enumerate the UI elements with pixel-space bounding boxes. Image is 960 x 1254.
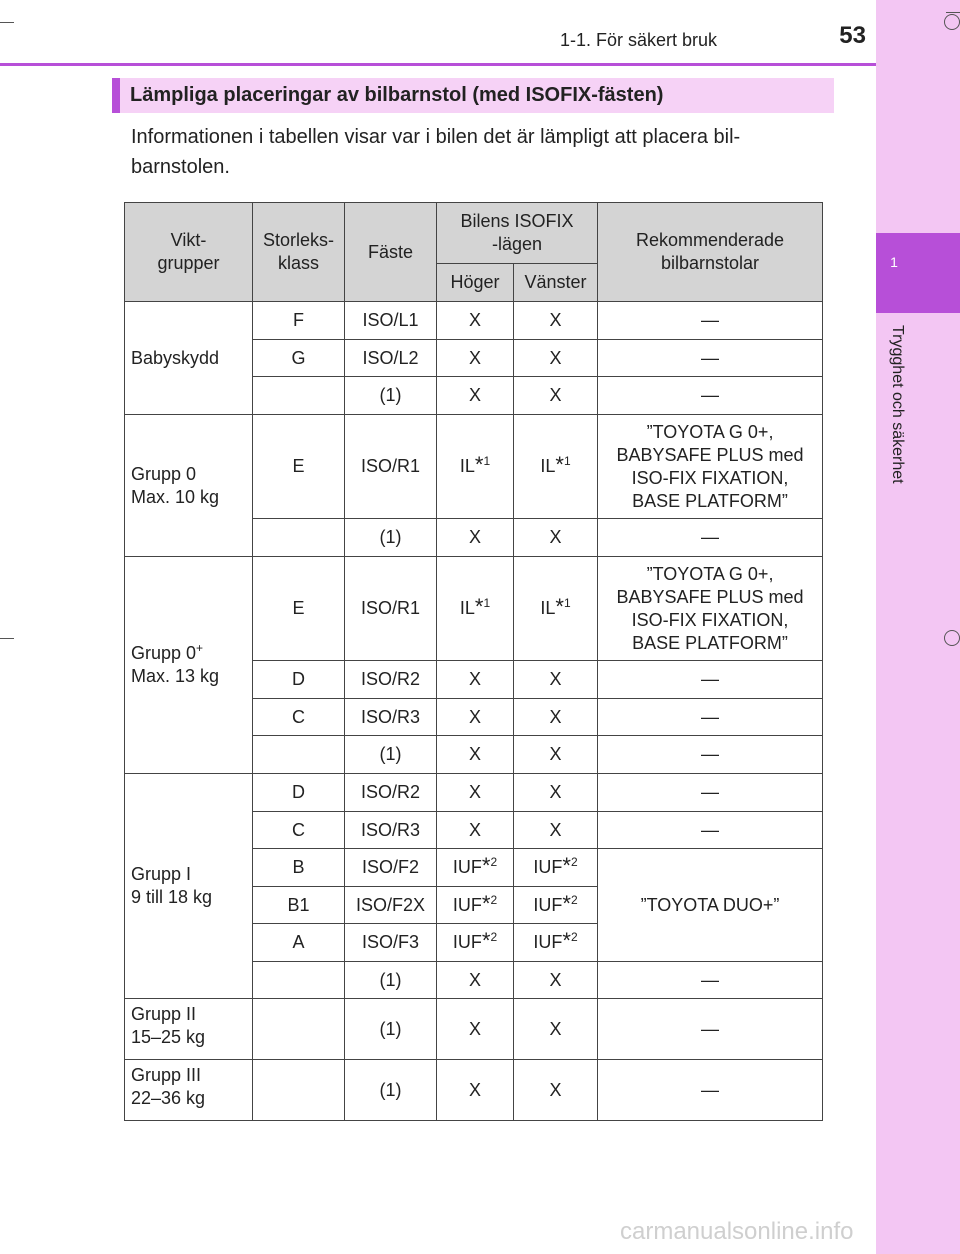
right-cell: X — [437, 774, 514, 812]
table-row — [125, 557, 823, 661]
size-cell — [253, 377, 345, 415]
table-header-row — [125, 203, 823, 264]
left-cell: IL*$^1$ — [514, 557, 598, 661]
fixture-cell: ISO/F2 — [345, 849, 437, 887]
left-cell: X — [514, 962, 598, 999]
size-cell: F — [253, 302, 345, 340]
table-row — [125, 1060, 823, 1121]
table-row — [125, 302, 823, 340]
size-cell: A — [253, 924, 345, 962]
recommended-cell: — — [598, 699, 823, 736]
chapter-tab[interactable] — [876, 233, 960, 313]
recommended-cell: — — [598, 812, 823, 849]
fixture-cell: ISO/R2 — [345, 661, 437, 699]
size-cell: C — [253, 699, 345, 736]
header-size-class: Storleks- klass — [253, 203, 345, 302]
size-cell — [253, 519, 345, 557]
size-cell: C — [253, 812, 345, 849]
size-cell: E — [253, 557, 345, 661]
weight-group-cell: Grupp III 22–36 kg — [125, 1060, 253, 1121]
fixture-cell: (1) — [345, 377, 437, 415]
size-cell: B1 — [253, 887, 345, 924]
left-cell: X — [514, 377, 598, 415]
size-cell: D — [253, 661, 345, 699]
header-right: Höger — [437, 264, 514, 302]
size-cell: G — [253, 340, 345, 377]
header-isofix-positions: Bilens ISOFIX -lägen — [437, 203, 598, 264]
header-fixture: Fäste — [345, 203, 437, 302]
size-cell — [253, 962, 345, 999]
crop-mark — [0, 638, 14, 639]
right-cell: IUF*$^2$ — [437, 849, 514, 887]
crop-mark — [0, 22, 14, 23]
right-cell: IUF*$^2$ — [437, 924, 514, 962]
fixture-cell: (1) — [345, 519, 437, 557]
size-cell — [253, 1060, 345, 1121]
recommended-cell: ”TOYOTA G 0+, BABYSAFE PLUS med ISO-FIX FIXATION, BASE PLATFORM” — [598, 415, 823, 519]
registration-mark-icon — [944, 14, 960, 30]
fixture-cell: (1) — [345, 962, 437, 999]
left-cell: X — [514, 519, 598, 557]
chapter-title: Trygghet och säkerhet — [889, 325, 906, 484]
fixture-cell: ISO/R3 — [345, 699, 437, 736]
table-row — [125, 999, 823, 1060]
intro-line: barnstolen. — [131, 156, 230, 178]
left-cell: X — [514, 999, 598, 1060]
table-row — [125, 774, 823, 812]
watermark: carmanualsonline.info — [620, 1218, 854, 1245]
left-cell: X — [514, 699, 598, 736]
weight-group-cell: Babyskydd — [125, 302, 253, 415]
right-cell: X — [437, 736, 514, 774]
table-row — [125, 415, 823, 519]
fixture-cell: ISO/R2 — [345, 774, 437, 812]
right-cell: IL*$^1$ — [437, 415, 514, 519]
weight-group-cell: Grupp 0+ Max. 13 kg — [125, 557, 253, 774]
size-cell: D — [253, 774, 345, 812]
fixture-cell: ISO/L2 — [345, 340, 437, 377]
left-cell: IUF*$^2$ — [514, 887, 598, 924]
right-cell: X — [437, 699, 514, 736]
size-cell — [253, 999, 345, 1060]
chapter-sidebar — [876, 0, 960, 1254]
weight-group-cell: Grupp I 9 till 18 kg — [125, 774, 253, 999]
section-heading: Lämpliga placeringar av bilbarnstol (med ISOFIX-fästen) — [112, 78, 834, 113]
right-cell: IUF*$^2$ — [437, 887, 514, 924]
right-cell: X — [437, 377, 514, 415]
header-weight-group: Vikt- grupper — [125, 203, 253, 302]
fixture-cell: ISO/R3 — [345, 812, 437, 849]
fixture-cell: ISO/R1 — [345, 415, 437, 519]
fixture-cell: (1) — [345, 999, 437, 1060]
size-cell: B — [253, 849, 345, 887]
fixture-cell: (1) — [345, 1060, 437, 1121]
header-left: Vänster — [514, 264, 598, 302]
registration-mark-icon — [944, 630, 960, 646]
right-cell: X — [437, 962, 514, 999]
recommended-cell: ”TOYOTA G 0+, BABYSAFE PLUS med ISO-FIX FIXATION, BASE PLATFORM” — [598, 557, 823, 661]
right-cell: IL*$^1$ — [437, 557, 514, 661]
recommended-cell: — — [598, 774, 823, 812]
header-recommended: Rekommenderade bilbarnstolar — [598, 203, 823, 302]
recommended-cell: — — [598, 1060, 823, 1121]
fixture-cell: ISO/L1 — [345, 302, 437, 340]
recommended-cell: — — [598, 519, 823, 557]
fixture-cell: ISO/F3 — [345, 924, 437, 962]
size-cell: E — [253, 415, 345, 519]
fixture-cell: ISO/R1 — [345, 557, 437, 661]
right-cell: X — [437, 302, 514, 340]
recommended-cell: — — [598, 999, 823, 1060]
recommended-cell: ”TOYOTA DUO+” — [598, 849, 823, 962]
recommended-cell: — — [598, 736, 823, 774]
left-cell: X — [514, 661, 598, 699]
recommended-cell: — — [598, 302, 823, 340]
left-cell: X — [514, 812, 598, 849]
size-cell — [253, 736, 345, 774]
isofix-table — [124, 202, 823, 1121]
left-cell: X — [514, 302, 598, 340]
weight-group-cell: Grupp II 15–25 kg — [125, 999, 253, 1060]
header-rule — [0, 63, 876, 66]
left-cell: IUF*$^2$ — [514, 849, 598, 887]
recommended-cell: — — [598, 962, 823, 999]
recommended-cell: — — [598, 377, 823, 415]
left-cell: X — [514, 340, 598, 377]
right-cell: X — [437, 999, 514, 1060]
fixture-cell: ISO/F2X — [345, 887, 437, 924]
fixture-cell: (1) — [345, 736, 437, 774]
left-cell: X — [514, 774, 598, 812]
left-cell: X — [514, 1060, 598, 1121]
recommended-cell: — — [598, 340, 823, 377]
crop-mark — [946, 12, 960, 13]
left-cell: IUF*$^2$ — [514, 924, 598, 962]
recommended-cell: — — [598, 661, 823, 699]
right-cell: X — [437, 812, 514, 849]
right-cell: X — [437, 340, 514, 377]
page-number: 53 — [839, 22, 866, 49]
intro-line: Informationen i tabellen visar var i bilen det är lämpligt att placera bil- — [131, 126, 741, 148]
left-cell: X — [514, 736, 598, 774]
chapter-number: 1 — [890, 254, 898, 270]
right-cell: X — [437, 519, 514, 557]
intro-text — [131, 122, 831, 182]
left-cell: IL*$^1$ — [514, 415, 598, 519]
right-cell: X — [437, 1060, 514, 1121]
section-title: 1-1. För säkert bruk — [560, 30, 718, 50]
right-cell: X — [437, 661, 514, 699]
weight-group-cell: Grupp 0 Max. 10 kg — [125, 415, 253, 557]
